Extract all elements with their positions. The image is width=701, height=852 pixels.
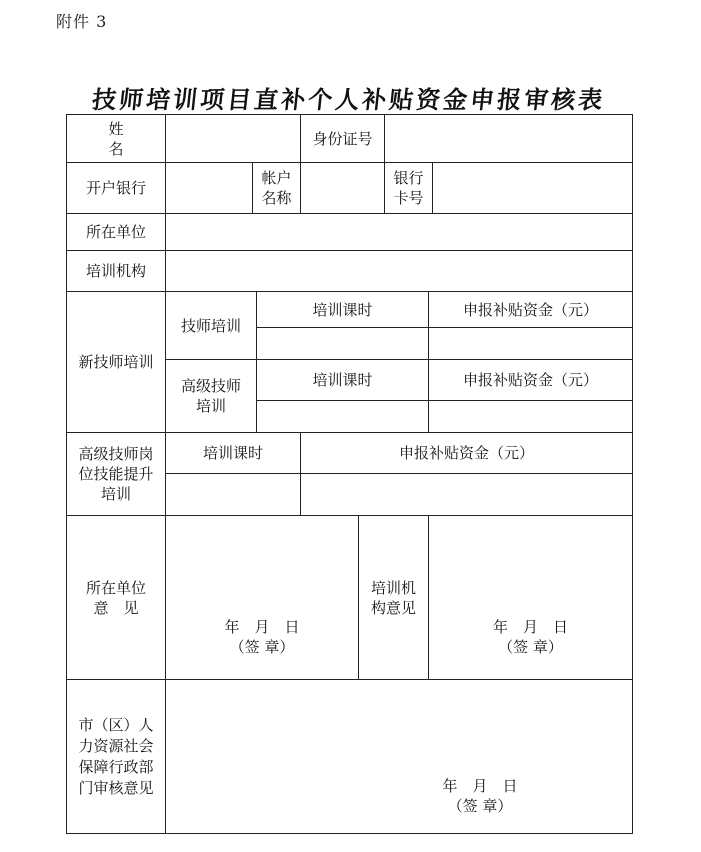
name-label: 姓名 (108, 119, 152, 158)
table-border-bottom (66, 833, 633, 834)
employer-sign-block (166, 617, 358, 657)
technician-training-label: 技师培训 (180, 316, 241, 335)
id-number-label: 身份证号 (312, 129, 373, 148)
hr-opinion-label: 市（区）人 力资源社会 保障行政部 门审核意见 (78, 715, 154, 797)
senior-technician-subsidy-field[interactable] (429, 401, 632, 432)
bank-card-label: 银行 卡号 (393, 169, 424, 207)
hr-date-label: 年 月 日 (442, 777, 518, 795)
senior-skill-upgrade-label: 高级技师岗 位技能提升 培训 (78, 445, 154, 503)
senior-technician-training-label: 高级技师 培训 (180, 377, 241, 415)
training-hours-header: 培训课时 (312, 300, 373, 319)
form-title: 技师培训项目直补个人补贴资金申报审核表 (90, 85, 607, 114)
training-hours-header: 培训课时 (202, 444, 263, 462)
training-hours-header: 培训课时 (312, 371, 373, 389)
employer-date-label: 年 月 日 (224, 618, 300, 636)
institution-sign-block (429, 617, 632, 657)
training-institution-label: 培训机构 (85, 262, 146, 280)
subsidy-amount-header: 申报补贴资金（元） (462, 371, 598, 389)
bank-field[interactable] (166, 163, 252, 213)
employer-seal-label: （签 章） (229, 638, 295, 656)
attachment-label: 附件 3 (56, 12, 108, 31)
training-institution-field[interactable] (166, 251, 632, 291)
new-technician-label: 新技师培训 (78, 353, 154, 371)
bank-card-field[interactable] (433, 163, 632, 213)
account-name-label: 帐户 名称 (261, 169, 292, 207)
id-number-field[interactable] (385, 115, 632, 162)
employer-label: 所在单位 (85, 223, 146, 241)
upgrade-hours-field[interactable] (166, 474, 300, 515)
senior-technician-hours-field[interactable] (257, 401, 428, 432)
subsidy-amount-header: 申报补贴资金（元） (398, 444, 534, 462)
upgrade-subsidy-field[interactable] (301, 474, 632, 515)
employer-opinion-label: 所在单位 意 见 (85, 578, 146, 617)
subsidy-amount-header: 申报补贴资金（元） (462, 300, 598, 319)
table-border-right (632, 114, 633, 834)
employer-field[interactable] (166, 214, 632, 250)
hr-sign-block (380, 776, 580, 816)
technician-hours-field[interactable] (257, 328, 428, 359)
bank-label: 开户银行 (85, 179, 146, 197)
institution-opinion-label: 培训机 构意见 (370, 578, 416, 617)
institution-date-label: 年 月 日 (492, 618, 568, 636)
institution-seal-label: （签 章） (498, 638, 563, 656)
account-name-field[interactable] (301, 163, 384, 213)
technician-subsidy-field[interactable] (429, 328, 632, 359)
name-field[interactable] (166, 115, 300, 162)
hr-seal-label: （签 章） (447, 797, 513, 815)
